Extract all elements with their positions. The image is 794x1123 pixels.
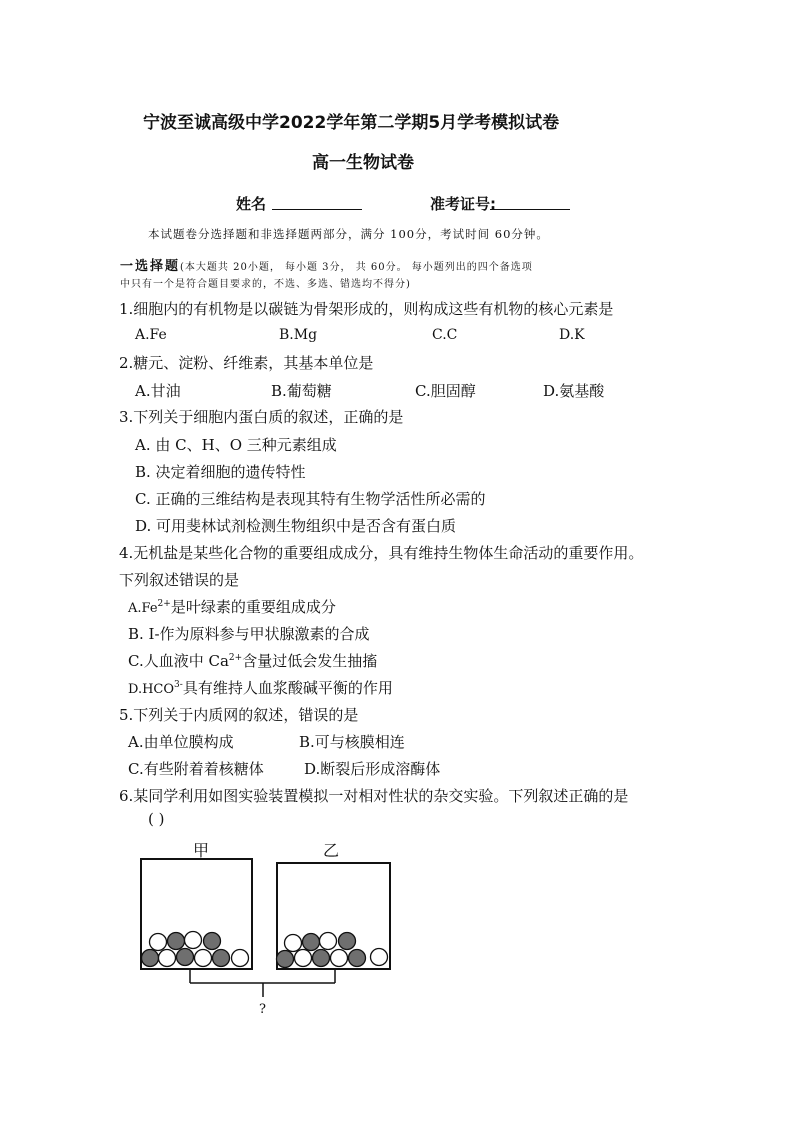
- option-d-charge: 3-: [174, 680, 183, 690]
- jar-label-jia: 甲: [193, 841, 210, 860]
- question-5-option-b[interactable]: B.可与核膜相连: [299, 733, 405, 751]
- question-1-option-a[interactable]: A.Fe: [135, 327, 167, 343]
- light-ball: [331, 950, 348, 967]
- option-c-charge: 2+: [228, 653, 243, 663]
- option-d-text: 具有维持人血浆酸碱平衡的作用: [182, 679, 393, 697]
- dark-ball: [313, 950, 330, 967]
- exam-number-field[interactable]: [490, 195, 570, 214]
- dark-ball: [204, 933, 221, 950]
- dark-ball: [349, 950, 366, 967]
- question-2-option-c[interactable]: C.胆固醇: [415, 382, 476, 400]
- section-note-line1: (本大题共 20小题， 每小题 3分， 共 60分。 每小题列出的四个备选项: [180, 262, 533, 273]
- question-1-option-b[interactable]: B.Mg: [279, 327, 318, 343]
- light-ball: [159, 950, 176, 967]
- question-5-option-d[interactable]: D.断裂后形成溶酶体: [304, 760, 441, 778]
- name-label: 姓名: [236, 195, 267, 213]
- option-c-text: 含量过低会发生抽搐: [242, 652, 378, 670]
- question-2-stem: 2.糖元、淀粉、纤维素，其基本单位是: [119, 354, 374, 372]
- question-4-stem-line1: 4.无机盐是某些化合物的重要组成成分，具有维持生物体生命活动的重要作用。: [119, 544, 644, 562]
- light-ball: [285, 935, 302, 952]
- light-ball: [320, 933, 337, 950]
- question-4-option-d[interactable]: [128, 677, 393, 698]
- question-2-option-d[interactable]: D.氨基酸: [543, 382, 605, 400]
- name-field[interactable]: [272, 195, 362, 214]
- question-4-stem-line2: 下列叙述错误的是: [119, 571, 240, 589]
- option-c-text-pre: C.人血液中 Ca: [128, 652, 229, 670]
- option-a-formula: A.Fe: [128, 601, 158, 616]
- question-6-stem: 6.某同学利用如图实验装置模拟一对相对性状的杂交实验。下列叙述正确的是: [119, 787, 629, 805]
- section-heading: 一选择题: [120, 259, 181, 274]
- light-ball: [232, 950, 249, 967]
- exam-number-label: 准考证号:: [430, 195, 496, 213]
- dark-ball: [213, 950, 230, 967]
- section-heading-row: [120, 255, 533, 274]
- question-3-option-a[interactable]: A. 由 C、H、O 三种元素组成: [135, 436, 337, 454]
- option-d-formula: D.HCO: [128, 682, 175, 697]
- question-3-option-d[interactable]: D. 可用斐林试剂检测生物组织中是否含有蛋白质: [135, 517, 457, 535]
- jar-yi-balls: [277, 933, 388, 968]
- result-question-mark: ?: [259, 1002, 266, 1017]
- question-1-option-d[interactable]: D.K: [559, 327, 585, 343]
- question-2-option-a[interactable]: A.甘油: [135, 382, 181, 400]
- light-ball: [185, 932, 202, 949]
- jar-jia-balls: [142, 932, 249, 967]
- dark-ball: [177, 949, 194, 966]
- subject-title: 高一生物试卷: [312, 153, 414, 173]
- question-5-stem: 5.下列关于内质网的叙述，错误的是: [119, 706, 359, 724]
- question-4-option-c[interactable]: [128, 650, 377, 671]
- question-3-stem: 3.下列关于细胞内蛋白质的叙述，正确的是: [119, 408, 404, 426]
- question-1-option-c[interactable]: C.C: [432, 327, 458, 343]
- question-6-answer-bracket[interactable]: ( ): [148, 810, 165, 828]
- light-ball: [371, 949, 388, 966]
- jar-label-yi: 乙: [323, 841, 340, 860]
- question-1-stem: 1.细胞内的有机物是以碳链为骨架形成的，则构成这些有机物的核心元素是: [119, 300, 614, 318]
- question-5-option-a[interactable]: A.由单位膜构成: [128, 733, 234, 751]
- question-5-option-c[interactable]: C.有些附着着核糖体: [128, 760, 264, 778]
- section-note-line2: 中只有一个是符合题目要求的，不选、多选、错选均不得分): [120, 279, 411, 290]
- question-4-option-b[interactable]: B. I-作为原料参与甲状腺激素的合成: [128, 625, 370, 643]
- exam-instructions: 本试题卷分选择题和非选择题两部分，满分 100分，考试时间 60分钟。: [148, 227, 549, 241]
- option-a-charge: 2+: [157, 599, 171, 609]
- option-a-text: 是叶绿素的重要组成成分: [170, 598, 336, 616]
- question-4-option-a[interactable]: [128, 596, 336, 617]
- question-3-option-c[interactable]: C. 正确的三维结构是表现其特有生物学活性所必需的: [135, 490, 486, 508]
- dark-ball: [339, 933, 356, 950]
- dark-ball: [142, 950, 159, 967]
- light-ball: [195, 950, 212, 967]
- dark-ball: [303, 934, 320, 951]
- light-ball: [150, 934, 167, 951]
- hybridization-apparatus-figure: [130, 855, 410, 1020]
- question-2-option-b[interactable]: B.葡萄糖: [271, 382, 332, 400]
- light-ball: [295, 950, 312, 967]
- school-title: 宁波至诚高级中学2022学年第二学期5月学考模拟试卷: [143, 113, 560, 133]
- dark-ball: [168, 933, 185, 950]
- dark-ball: [277, 951, 294, 968]
- question-3-option-b[interactable]: B. 决定着细胞的遗传特性: [135, 463, 306, 481]
